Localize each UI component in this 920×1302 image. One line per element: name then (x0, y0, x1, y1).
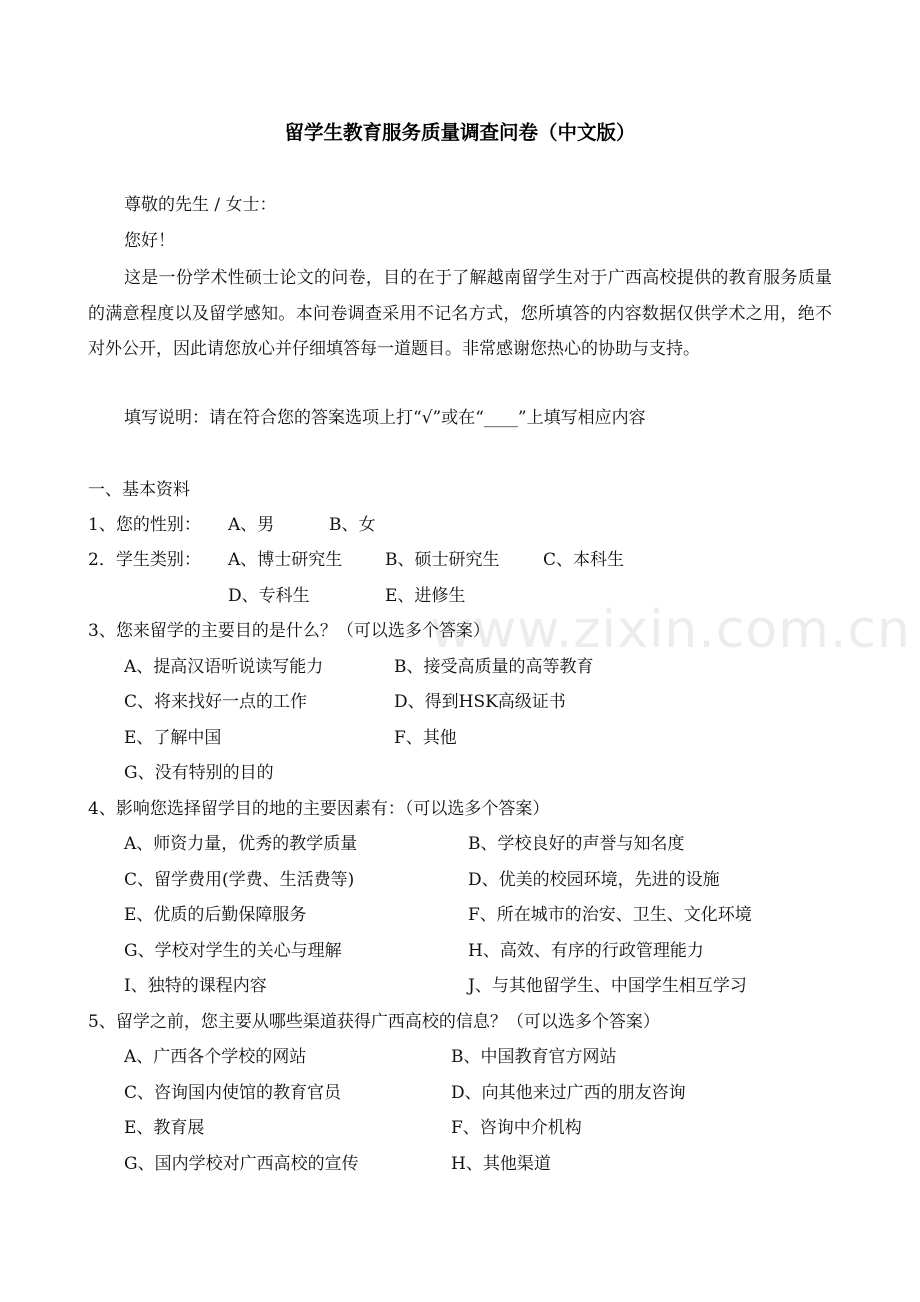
q3-option-d[interactable]: D、得到HSK高级证书 (394, 692, 566, 712)
q3-option-b[interactable]: B、接受高质量的高等教育 (394, 657, 594, 677)
q4-option-e[interactable]: E、优质的后勤保障服务 (124, 905, 307, 925)
q1-option-a[interactable]: A、男 (228, 515, 275, 535)
watermark: www.zixin.com.cn (430, 600, 911, 660)
q4-option-h[interactable]: H、高效、有序的行政管理能力 (468, 941, 704, 961)
q5-option-c[interactable]: C、咨询国内使馆的教育官员 (124, 1083, 342, 1103)
q4-option-a[interactable]: A、师资力量，优秀的教学质量 (124, 834, 358, 854)
q4-option-d[interactable]: D、优美的校园环境，先进的设施 (468, 870, 720, 890)
question-2-prompt: 2．学生类别： (88, 550, 201, 570)
q2-option-d[interactable]: D、专科生 (228, 586, 310, 606)
q2-option-b[interactable]: B、硕士研究生 (385, 550, 500, 570)
instructions: 填写说明：请在符合您的答案选项上打“√”或在“____”上填写相应内容 (124, 408, 646, 428)
q2-option-c[interactable]: C、本科生 (543, 550, 625, 570)
q4-option-i[interactable]: I、独特的课程内容 (124, 976, 267, 996)
q4-option-b[interactable]: B、学校良好的声誉与知名度 (468, 834, 685, 854)
q5-option-d[interactable]: D、向其他来过广西的朋友咨询 (451, 1083, 686, 1103)
q5-option-b[interactable]: B、中国教育官方网站 (451, 1047, 617, 1067)
intro-paragraph: 这是一份学术性硕士论文的问卷，目的在于了解越南留学生对于广西高校提供的教育服务质量的满意程度以及留学感知。本问卷调查采用不记名方式，您所填答的内容数据仅供学术之用，绝不对外公开，因此请您放心并仔细填答每一道题目。非常感谢您热心的协助与支持。 (88, 268, 832, 359)
section-heading: 一、基本资料 (88, 480, 190, 500)
page-title: 留学生教育服务质量调查问卷（中文版） (284, 121, 636, 144)
q4-option-g[interactable]: G、学校对学生的关心与理解 (124, 941, 342, 961)
question-5-prompt: 5、留学之前，您主要从哪些渠道获得广西高校的信息？（可以选多个答案） (88, 1012, 660, 1032)
q4-option-c[interactable]: C、留学费用(学费、生活费等) (124, 870, 355, 890)
q5-option-f[interactable]: F、咨询中介机构 (451, 1118, 582, 1138)
q3-option-g[interactable]: G、没有特别的目的 (124, 763, 274, 783)
q3-option-e[interactable]: E、了解中国 (124, 728, 222, 748)
question-4-prompt: 4、影响您选择留学目的地的主要因素有：（可以选多个答案） (88, 799, 550, 819)
q3-option-f[interactable]: F、其他 (394, 728, 457, 748)
q4-option-f[interactable]: F、所在城市的治安、卫生、文化环境 (468, 905, 752, 925)
question-3-prompt: 3、您来留学的主要目的是什么？（可以选多个答案） (88, 621, 490, 641)
q2-option-e[interactable]: E、进修生 (385, 586, 466, 606)
question-1-prompt: 1、您的性别： (88, 515, 201, 535)
q5-option-g[interactable]: G、国内学校对广西高校的宣传 (124, 1154, 359, 1174)
q2-option-a[interactable]: A、博士研究生 (228, 550, 343, 570)
greeting: 您好！ (124, 231, 175, 251)
q5-option-h[interactable]: H、其他渠道 (451, 1154, 551, 1174)
q5-option-e[interactable]: E、教育展 (124, 1118, 205, 1138)
salutation: 尊敬的先生 / 女士： (124, 195, 277, 215)
q3-option-c[interactable]: C、将来找好一点的工作 (124, 692, 308, 712)
q5-option-a[interactable]: A、广西各个学校的网站 (124, 1047, 307, 1067)
q4-option-j[interactable]: J、与其他留学生、中国学生相互学习 (468, 976, 747, 996)
q1-option-b[interactable]: B、女 (329, 515, 376, 535)
q3-option-a[interactable]: A、提高汉语听说读写能力 (124, 657, 324, 677)
